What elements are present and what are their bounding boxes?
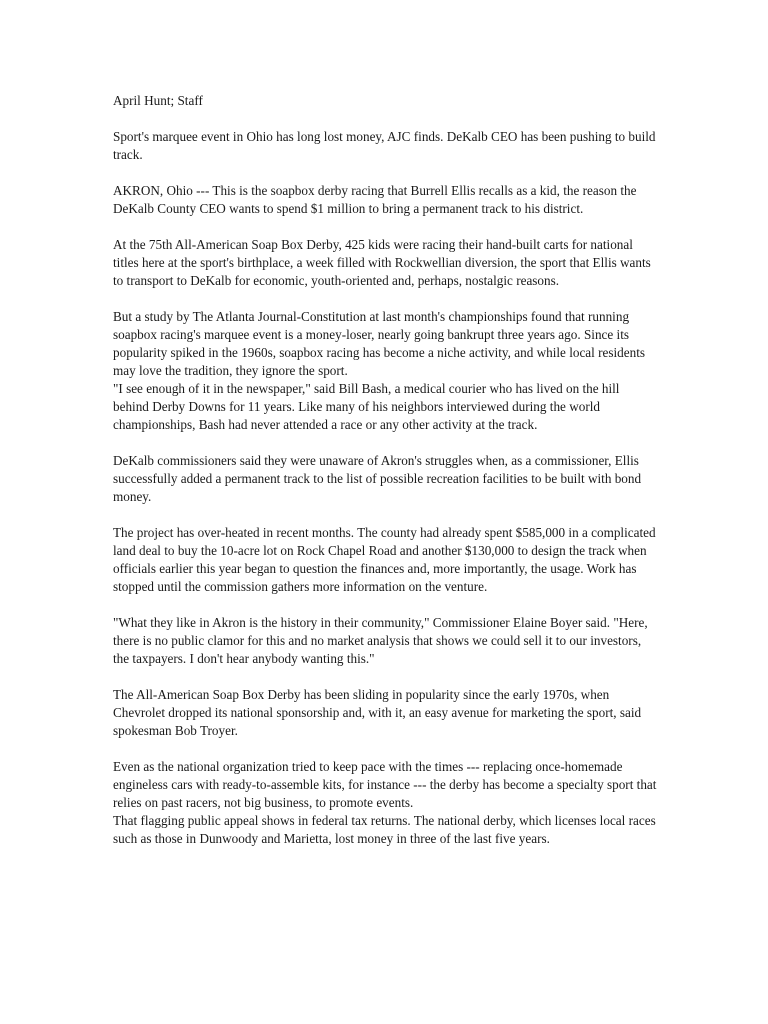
article-subheadline: Sport's marquee event in Ohio has long lost money, AJC finds. DeKalb CEO has been pushing to build track.	[113, 129, 656, 162]
article-paragraph: "What they like in Akron is the history in their community," Commissioner Elaine Boyer said. "Here, there is no public clamor for this and no market analysis that shows we could sell it to our investors, the taxpayers. I don't hear anybody wanting this."	[113, 615, 648, 666]
article-paragraph: But a study by The Atlanta Journal-Constitution at last month's championships found that running soapbox racing's marquee event is a money-loser, nearly going bankrupt three years ago. Since its popularity spiked in the 1960s, soapbox racing has become a niche activity, and while local residents may love the tradition, they ignore the sport.	[113, 309, 645, 378]
article-paragraph: The project has over-heated in recent months. The county had already spent $585,000 in a complicated land deal to buy the 10-acre lot on Rock Chapel Road and another $130,000 to design the track when officials earlier this year began to question the finances and, more importantly, the usage. Work has stopped until the commission gathers more information on the venture.	[113, 525, 656, 594]
article-paragraph: DeKalb commissioners said they were unaware of Akron's struggles when, as a commissioner, Ellis successfully added a permanent track to the list of possible recreation facilities to be built with bond money.	[113, 453, 642, 504]
article-body	[113, 92, 658, 866]
article-paragraph: That flagging public appeal shows in federal tax returns. The national derby, which licenses local races such as those in Dunwoody and Marietta, lost money in three of the last five years.	[113, 813, 656, 846]
article-paragraph: At the 75th All-American Soap Box Derby, 425 kids were racing their hand-built carts for national titles here at the sport's birthplace, a week filled with Rockwellian diversion, the sport that Ellis wants to transport to DeKalb for economic, youth-oriented and, perhaps, nostalgic reasons.	[113, 237, 651, 288]
byline: April Hunt; Staff	[113, 93, 203, 108]
article-paragraph: "I see enough of it in the newspaper," said Bill Bash, a medical courier who has lived on the hill behind Derby Downs for 11 years. Like many of his neighbors interviewed during the world championships, Bash had never attended a race or any other activity at the track.	[113, 381, 620, 432]
article-paragraph: AKRON, Ohio --- This is the soapbox derby racing that Burrell Ellis recalls as a kid, the reason the DeKalb County CEO wants to spend $1 million to bring a permanent track to his district.	[113, 183, 637, 216]
article-paragraph: Even as the national organization tried to keep pace with the times --- replacing once-homemade engineless cars with ready-to-assemble kits, for instance --- the derby has become a specialty sport that relies on past racers, not big business, to promote events.	[113, 759, 657, 810]
article-paragraph: The All-American Soap Box Derby has been sliding in popularity since the early 1970s, when Chevrolet dropped its national sponsorship and, with it, an easy avenue for marketing the sport, said spokesman Bob Troyer.	[113, 687, 642, 738]
